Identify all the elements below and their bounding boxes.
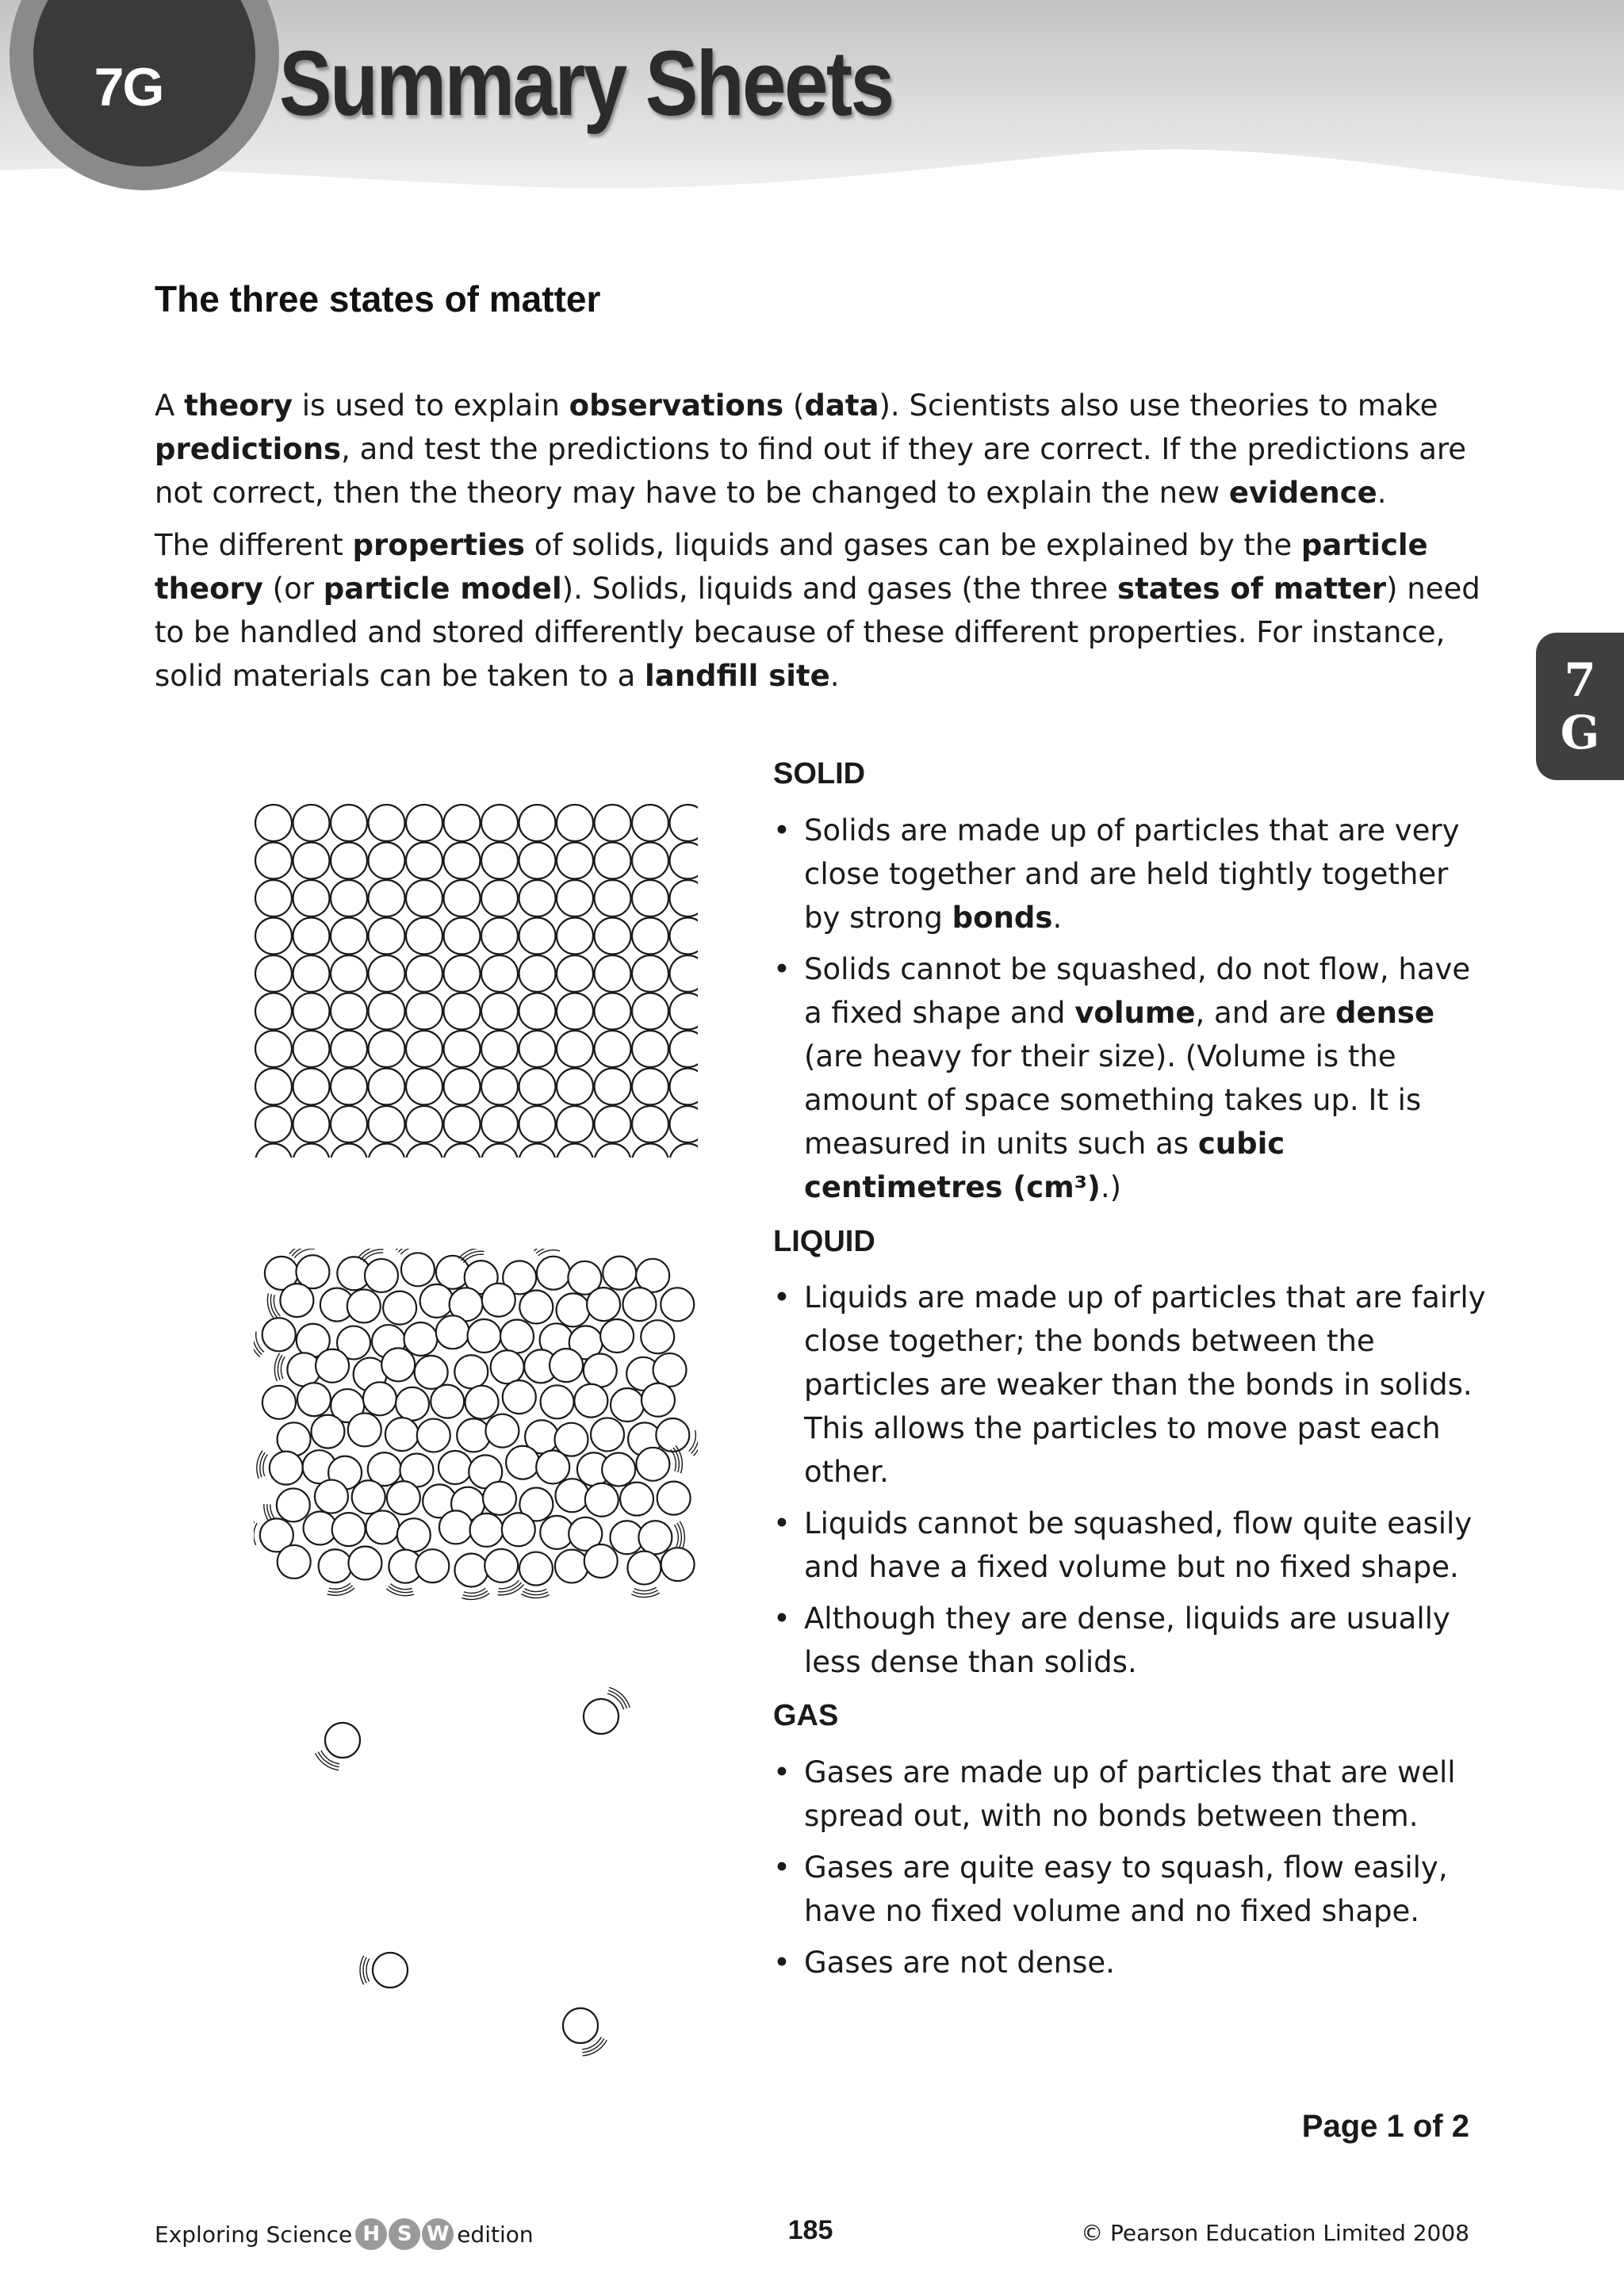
liquid-particle xyxy=(550,1349,583,1382)
liquid-particle xyxy=(457,1418,490,1452)
solid-particle xyxy=(557,993,593,1030)
solid-particle xyxy=(519,843,556,879)
liquid-particle xyxy=(574,1384,607,1418)
motion-line xyxy=(634,1587,657,1590)
solid-particle xyxy=(444,1031,481,1067)
liquid-particle xyxy=(415,1356,448,1389)
solid-particle xyxy=(519,918,556,955)
solid-particle xyxy=(444,955,481,992)
solid-particle xyxy=(369,955,405,992)
motion-line xyxy=(674,1525,678,1547)
solid-particle xyxy=(557,918,593,955)
solid-particle xyxy=(481,955,518,992)
solid-particle xyxy=(369,993,405,1030)
solid-particle xyxy=(557,805,593,841)
solid-particle xyxy=(444,918,481,955)
solid-particle xyxy=(670,1031,699,1067)
motion-line xyxy=(281,1357,285,1379)
solid-particle xyxy=(519,1069,556,1105)
liquid-particle xyxy=(483,1482,516,1515)
liquid-particle xyxy=(622,1288,656,1321)
liquid-particle xyxy=(278,1422,311,1456)
solid-particle xyxy=(595,993,631,1030)
liquid-particle xyxy=(315,1480,348,1513)
solid-particle xyxy=(632,843,668,879)
solid-particle xyxy=(406,843,442,879)
liquid-particle xyxy=(277,1488,310,1521)
liquid-particle xyxy=(657,1482,691,1515)
solid-heading: SOLID xyxy=(773,757,866,790)
solid-particle xyxy=(632,918,668,955)
liquid-particle xyxy=(482,1284,515,1317)
solid-particle xyxy=(369,1069,405,1105)
solid-particle xyxy=(481,805,518,841)
liquid-particle xyxy=(348,1546,381,1579)
liquid-particle xyxy=(416,1549,449,1582)
solid-particle xyxy=(444,805,481,841)
side-tab-line-2: G xyxy=(1560,706,1600,760)
liquid-particle xyxy=(465,1386,499,1419)
liquid-particle xyxy=(485,1414,519,1448)
solid-particle xyxy=(255,880,292,916)
bullet-item: • Liquids cannot be squashed, flow quite easily and have a fixed volume but no fixed shape. xyxy=(773,1502,1487,1589)
hsw-w-icon: W xyxy=(422,2218,454,2250)
solid-particle xyxy=(331,1144,367,1158)
solid-particle xyxy=(293,993,330,1030)
liquid-particle xyxy=(436,1315,469,1349)
motion-line xyxy=(463,1590,488,1596)
intro-paragraph-1: A theory is used to explain observations (data). Scientists also use theories to make predictions, and test the predictions to find out if they are correct. If the predictions are not correct, then the theory may have to be changed to explain the new evidence. xyxy=(155,388,1467,510)
liquid-particle xyxy=(600,1319,634,1353)
solid-particle xyxy=(406,993,442,1030)
liquid-particle xyxy=(454,1355,488,1388)
liquid-particle xyxy=(397,1518,431,1552)
solid-particle xyxy=(331,1031,367,1067)
liquid-particle xyxy=(319,1549,352,1582)
solid-particle xyxy=(481,1069,518,1105)
liquid-particle xyxy=(603,1257,636,1290)
solid-particle xyxy=(595,955,631,992)
liquid-heading: LIQUID xyxy=(773,1225,875,1258)
solid-particle xyxy=(255,993,292,1030)
gas-particle-diagram xyxy=(301,1681,682,2069)
solid-particle xyxy=(369,805,405,841)
liquid-particle xyxy=(348,1413,381,1446)
liquid-particle xyxy=(555,1550,588,1583)
solid-particle xyxy=(293,1106,330,1142)
solid-particle xyxy=(293,805,330,841)
solid-particle xyxy=(670,805,699,841)
solid-particle xyxy=(444,1106,481,1142)
bullet-item: • Gases are not dense. xyxy=(773,1941,1487,1984)
liquid-particle xyxy=(365,1259,398,1292)
solid-particle xyxy=(519,805,556,841)
solid-particle xyxy=(331,880,367,916)
motion-line xyxy=(671,1449,676,1471)
liquid-particle xyxy=(470,1513,504,1547)
solid-particle xyxy=(406,1106,442,1142)
motion-line xyxy=(358,1249,383,1258)
solid-particle xyxy=(406,1031,442,1067)
liquid-particle xyxy=(641,1320,674,1353)
solid-particle xyxy=(557,880,593,916)
solid-particle xyxy=(406,880,442,916)
bullet-item: • Liquids are made up of particles that are fairly close together; the bonds between the particles are weaker than the bonds in solids. This allows the particles to move past each other. xyxy=(773,1276,1487,1494)
motion-line xyxy=(536,1249,561,1253)
solid-particle xyxy=(293,1144,330,1158)
solid-particle xyxy=(331,843,367,879)
liquid-bullets xyxy=(773,1276,1487,1692)
side-tab[interactable] xyxy=(1536,633,1624,780)
solid-particle xyxy=(369,1031,405,1067)
liquid-particle xyxy=(439,1510,473,1544)
solid-particle xyxy=(293,1069,330,1105)
liquid-particle xyxy=(491,1350,524,1383)
liquid-particle xyxy=(661,1548,695,1581)
solid-particle xyxy=(595,880,631,916)
gas-particle xyxy=(563,2008,598,2043)
hsw-h-icon: H xyxy=(355,2218,387,2250)
liquid-particle xyxy=(620,1483,653,1516)
footer-copyright: © Pearson Education Limited 2008 xyxy=(1081,2220,1469,2246)
solid-particle xyxy=(255,843,292,879)
solid-particle xyxy=(670,1106,699,1142)
solid-particle xyxy=(595,1106,631,1142)
solid-particle xyxy=(331,805,367,841)
solid-particle xyxy=(444,843,481,879)
motion-line xyxy=(524,1589,546,1592)
solid-particle xyxy=(369,918,405,955)
solid-particle xyxy=(255,1069,292,1105)
motion-line xyxy=(274,1295,280,1316)
liquid-particle xyxy=(506,1446,539,1479)
liquid-particle xyxy=(385,1418,419,1451)
solid-particle xyxy=(293,1031,330,1067)
solid-particle xyxy=(670,843,699,879)
liquid-particle xyxy=(417,1419,450,1452)
liquid-particle xyxy=(316,1349,349,1383)
solid-particle xyxy=(331,1069,367,1105)
solid-bullets xyxy=(773,809,1487,1217)
liquid-particle xyxy=(661,1288,694,1321)
solid-particle xyxy=(632,880,668,916)
liquid-particle xyxy=(519,1552,553,1586)
solid-particle xyxy=(670,1069,699,1105)
motion-line xyxy=(398,1249,422,1252)
solid-particle xyxy=(331,993,367,1030)
liquid-particle xyxy=(396,1387,429,1421)
solid-particle xyxy=(632,805,668,841)
solid-particle xyxy=(670,918,699,955)
bullet-item: • Gases are made up of particles that are well spread out, with no bonds between them. xyxy=(773,1751,1487,1838)
page-count: Page 1 of 2 xyxy=(1301,2109,1469,2144)
liquid-particle xyxy=(636,1448,669,1481)
liquid-particle xyxy=(611,1388,644,1422)
footer-book-prefix: Exploring Science xyxy=(155,2221,353,2248)
solid-particle xyxy=(255,1031,292,1067)
motion-line xyxy=(263,1454,268,1476)
motion-line xyxy=(464,1588,485,1593)
solid-particle xyxy=(595,805,631,841)
liquid-particle xyxy=(352,1480,385,1513)
solid-particle xyxy=(369,1106,405,1142)
intro-paragraph-2: The different properties of solids, liquids and gases can be explained by the particle theory (or particle model). Solids, liquids and gases (the three states of matter) need to be handled and stored differently because of these different properties. For instance, solid materials can be taken to a landfill site. xyxy=(155,528,1480,693)
solid-particle xyxy=(557,1106,593,1142)
liquid-particle xyxy=(485,1549,518,1582)
solid-particle xyxy=(519,1031,556,1067)
motion-line xyxy=(366,1959,370,1982)
footer-book-suffix: edition xyxy=(457,2221,534,2248)
liquid-particle xyxy=(584,1544,618,1578)
solid-particle xyxy=(331,918,367,955)
solid-particle xyxy=(632,1069,668,1105)
solid-particle xyxy=(519,993,556,1030)
liquid-particle xyxy=(503,1380,536,1414)
bullet-item: • Solids are made up of particles that are very close together and are held tightly together by strong bonds. xyxy=(773,809,1487,939)
section-heading: The three states of matter xyxy=(155,278,601,320)
liquid-particle xyxy=(585,1483,619,1517)
solid-particle xyxy=(632,1031,668,1067)
solid-particle xyxy=(519,1106,556,1142)
solid-particle xyxy=(406,918,442,955)
liquid-particle xyxy=(642,1383,675,1417)
liquid-particle xyxy=(420,1284,454,1318)
solid-particle xyxy=(369,1144,405,1158)
solid-particle xyxy=(557,1144,593,1158)
solid-particle xyxy=(519,955,556,992)
solid-particle xyxy=(557,843,593,879)
liquid-particle xyxy=(404,1322,437,1356)
liquid-particle xyxy=(278,1545,311,1578)
gas-particle xyxy=(584,1699,619,1734)
liquid-particle xyxy=(311,1415,344,1448)
footer-book-title xyxy=(155,2218,534,2250)
liquid-particle xyxy=(280,1284,313,1317)
solid-particle xyxy=(293,880,330,916)
solid-particle xyxy=(670,880,699,916)
gas-particle xyxy=(373,1953,408,1988)
solid-particle xyxy=(406,955,442,992)
bullet-item: • Solids cannot be squashed, do not flow, have a fixed shape and volume, and are dense (are heavy for their size). (Volume is the amount of space something takes up. It is measured in units such as cubic centimetres (cm³).) xyxy=(773,947,1487,1209)
solid-particle xyxy=(557,1069,593,1105)
bullet-item: • Gases are quite easy to squash, flow easily, have no fixed volume and no fixed shape. xyxy=(773,1846,1487,1933)
liquid-particle xyxy=(439,1451,472,1484)
solid-particle xyxy=(293,955,330,992)
liquid-particle xyxy=(387,1481,420,1514)
motion-line xyxy=(254,1523,257,1545)
solid-particle xyxy=(444,1144,481,1158)
solid-particle xyxy=(255,1144,292,1158)
liquid-particle xyxy=(602,1452,635,1486)
chapter-badge: 7G xyxy=(94,57,163,117)
solid-particle xyxy=(557,955,593,992)
liquid-particle xyxy=(383,1292,416,1325)
solid-particle xyxy=(481,843,518,879)
liquid-particle xyxy=(347,1289,381,1322)
liquid-particle xyxy=(584,1354,617,1387)
solid-particle xyxy=(670,1144,699,1158)
solid-particle xyxy=(369,843,405,879)
solid-particle-diagram xyxy=(254,797,698,1158)
liquid-particle xyxy=(468,1319,501,1353)
motion-line xyxy=(329,1583,350,1589)
solid-particle xyxy=(519,880,556,916)
liquid-particle xyxy=(332,1513,366,1546)
liquid-particle xyxy=(454,1553,488,1586)
solid-particle xyxy=(481,918,518,955)
liquid-particle xyxy=(381,1348,415,1381)
gas-particle xyxy=(325,1723,360,1758)
gas-heading: GAS xyxy=(773,1699,839,1732)
solid-particle xyxy=(519,1144,556,1158)
liquid-particle xyxy=(627,1552,661,1585)
solid-particle xyxy=(670,993,699,1030)
liquid-particle xyxy=(270,1452,303,1485)
liquid-particle xyxy=(401,1253,435,1286)
liquid-particle xyxy=(555,1479,588,1512)
solid-particle xyxy=(557,1031,593,1067)
solid-particle xyxy=(369,880,405,916)
solid-particle xyxy=(481,1031,518,1067)
solid-particle xyxy=(444,880,481,916)
motion-line xyxy=(458,1249,485,1259)
liquid-particle xyxy=(363,1382,396,1415)
footer-page-number: 185 xyxy=(787,2215,833,2245)
solid-particle xyxy=(255,955,292,992)
solid-particle xyxy=(406,805,442,841)
liquid-particle xyxy=(519,1291,553,1324)
liquid-particle xyxy=(262,1318,296,1351)
bullet-item: • Although they are dense, liquids are usually less dense than solids. xyxy=(773,1597,1487,1684)
liquid-particle-diagram xyxy=(254,1249,698,1621)
solid-particle xyxy=(331,955,367,992)
liquid-particle xyxy=(431,1385,464,1418)
solid-particle xyxy=(632,955,668,992)
solid-particle xyxy=(595,843,631,879)
solid-particle xyxy=(481,880,518,916)
solid-particle xyxy=(595,1031,631,1067)
solid-particle xyxy=(632,1144,668,1158)
solid-particle xyxy=(481,1144,518,1158)
solid-particle xyxy=(293,918,330,955)
liquid-particle xyxy=(541,1385,574,1418)
solid-particle xyxy=(632,993,668,1030)
solid-particle xyxy=(255,1106,292,1142)
solid-particle xyxy=(481,993,518,1030)
side-tab-line-1: 7 xyxy=(1564,653,1596,707)
solid-particle xyxy=(406,1144,442,1158)
liquid-particle xyxy=(536,1451,569,1484)
solid-particle xyxy=(406,1069,442,1105)
liquid-particle xyxy=(262,1386,296,1419)
solid-particle xyxy=(670,955,699,992)
solid-particle xyxy=(595,1069,631,1105)
solid-particle xyxy=(632,1106,668,1142)
hsw-s-icon: S xyxy=(389,2218,420,2250)
solid-particle xyxy=(444,993,481,1030)
solid-particle xyxy=(595,918,631,955)
solid-particle xyxy=(444,1069,481,1105)
page-title: Summary Sheets xyxy=(279,32,893,135)
liquid-particle xyxy=(366,1510,399,1544)
liquid-particle xyxy=(587,1288,620,1321)
liquid-particle xyxy=(653,1353,687,1387)
liquid-particle xyxy=(502,1513,535,1546)
liquid-particle xyxy=(500,1320,534,1353)
liquid-particle xyxy=(656,1418,689,1452)
solid-particle xyxy=(331,1106,367,1142)
solid-particle xyxy=(595,1144,631,1158)
gas-bullets xyxy=(773,1751,1487,1992)
solid-particle xyxy=(255,918,292,955)
solid-particle xyxy=(481,1106,518,1142)
liquid-particle xyxy=(638,1521,672,1554)
solid-particle xyxy=(293,843,330,879)
liquid-particle xyxy=(537,1257,570,1290)
liquid-particle xyxy=(557,1293,590,1326)
solid-particle xyxy=(255,805,292,841)
motion-line xyxy=(538,1250,560,1256)
liquid-particle xyxy=(591,1418,624,1451)
liquid-particle xyxy=(297,1383,331,1416)
motion-line xyxy=(391,1584,412,1590)
